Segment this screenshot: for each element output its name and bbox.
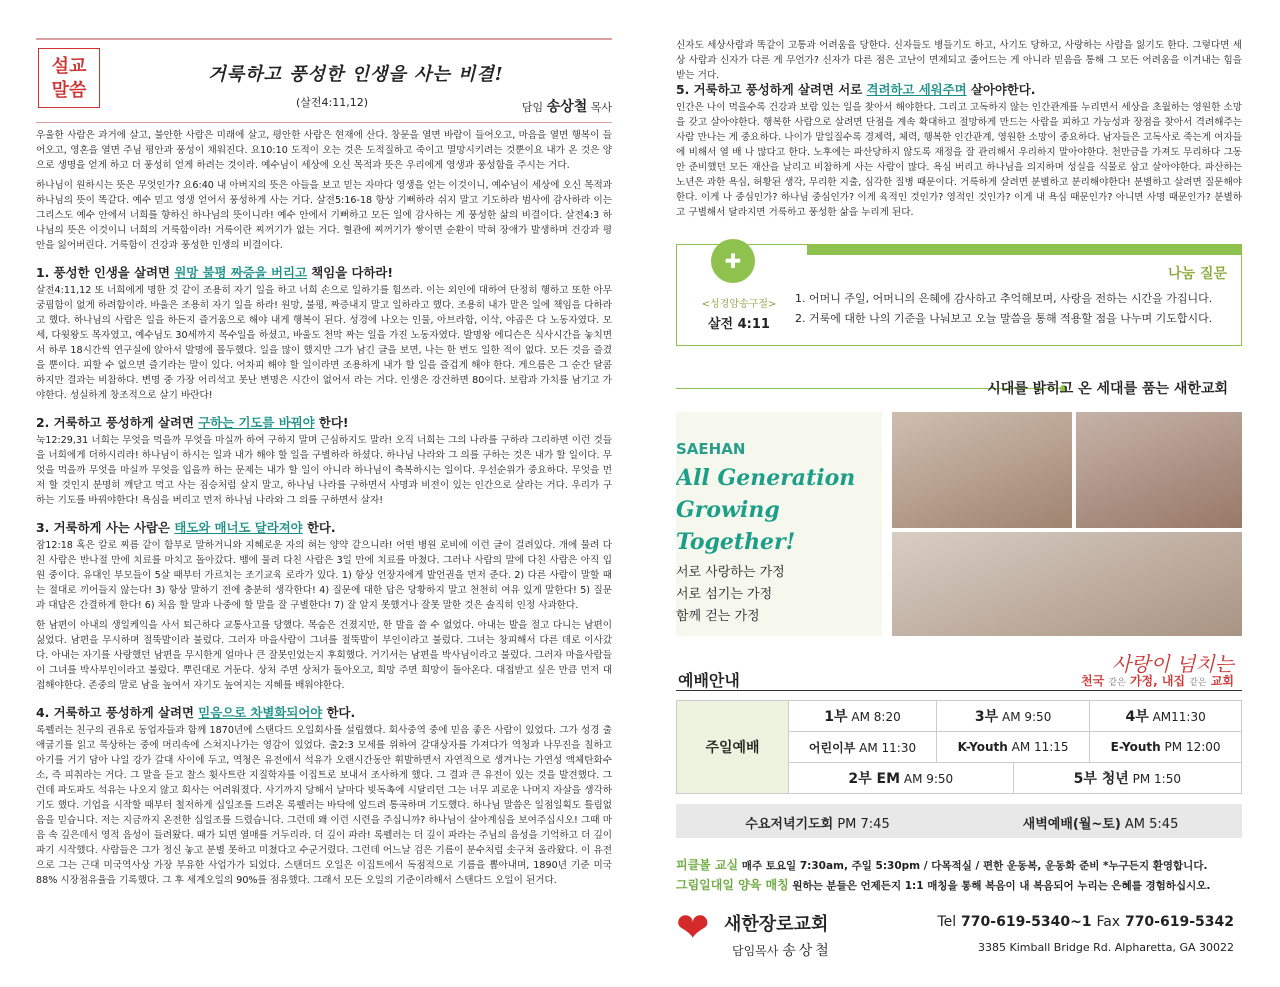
sharing-title: 나눔 질문 [1168, 266, 1227, 282]
value-3: 함께 걷는 가정 [676, 609, 760, 624]
memory-verse: 살전 4:11 [708, 317, 770, 332]
service-4: 4부 AM11:30 [1090, 701, 1242, 732]
notices [676, 856, 1242, 896]
question-2: 2. 거룩에 대한 나의 기준을 나눠보고 오늘 말씀을 통해 적용할 점을 나누며 기도합시다. [795, 312, 1213, 325]
right-intro: 신자도 세상사람과 똑같이 고통과 어려움을 당한다. 신자들도 병들기도 하고, 사기도 당하고, 사랑하는 사람을 잃기도 한다. 그렇다면 세상 사람과 신자가 다른 게 무언가? 신자가 다른 점은 고난이 면제되고 줄어드는 게 아니라 믿음을 통해 그 모든 어려움을 이겨내는 힘을 받는 거다. [676, 40, 1242, 81]
sermon-column [36, 0, 612, 987]
badge-line1: 설교 [51, 56, 87, 77]
service-kyouth: K-Youth AM 11:15 [937, 732, 1090, 763]
sermon-header [36, 38, 612, 116]
service-3: 3부 AM 9:50 [937, 701, 1090, 732]
heart-logo-icon: ❤ [676, 905, 710, 951]
value-1: 서로 사랑하는 가정 [676, 565, 785, 580]
section-3-text: 잠12:18 혹은 칼로 찌름 같이 함부로 말하거니와 지혜로운 자의 혀는 양약 같으니라! 어떤 병원 로비에 이런 글이 걸려있다. 개에 물려 다친 사람은 반나절 만에 치료를 마치고 돌아갔다. 뱀에 물려 다친 사람은 3일 만에 치료를 마쳤다. 그러나 사람의 말에 다친 사람은 아직 입원 중이다. 유대인 부모들이 5살 때부터 가르치는 조기교육 로라가 있다. 1) 항상 언장자에게 발언권을 먼저 준다. 2) 다른 사람이 말할 때는 절대로 끼어들지 않는다! 3) 항상 말하기 전에 충분히 생각한다! 4) 질문에 대한 답은 당황하지 말고 천천히 여유 있게 말한다! 5) 질문과 대답은 간결하게 한다! 6) 처음 할 말과 나중에 할 말을 잘 구별한다! 7) 잘 알지 못했거나 잘못 말한 것은 솔직히 인정 사과한다. [36, 540, 612, 611]
generation-box [676, 412, 882, 636]
badge-line2: 말씀 [51, 80, 87, 101]
saehan-label: SAEHAN [676, 440, 746, 458]
church-name: 새한장로교회 [724, 914, 829, 935]
love-script: 사랑이 넘치는 [1111, 652, 1234, 676]
family-values [676, 562, 785, 628]
service-eyouth: E-Youth PM 12:00 [1090, 732, 1242, 763]
sermon-title: 거룩하고 풍성한 인생을 사는 비결! [208, 64, 504, 85]
church-address: 3385 Kimball Bridge Rd. Alpharetta, GA 30022 [977, 941, 1234, 954]
section-1-heading: 1. 풍성한 인생을 살려면 원망 불평 짜증을 버리고 책임을 다하라! [36, 265, 394, 280]
worship-title: 예배안내 [678, 671, 740, 690]
service-kids: 어린이부 AM 11:30 [789, 732, 937, 763]
intro-paragraph-1: 우울한 사람은 과거에 살고, 불안한 사람은 미래에 살고, 평안한 사람은 현재에 산다. 창문을 열면 바람이 들어오고, 마음을 열면 행복이 들어오고, 영혼을 열면 주님 평안과 풍성이 채워진다. 요10:10 도적이 오는 것은 도적질하고 죽이고 멸망시키려는 것뿐이요 내가 온 것은 양으로 생명을 얻게 하고 더 풍성히 얻게 하려는 것이라. 예수님이 세상에 오신 목적과 뜻은 우리에게 영생과 풍성함을 주시는 거다. [36, 130, 612, 171]
sunday-label: 주일예배 [677, 701, 789, 794]
intro-paragraph-2: 하나님이 원하시는 뜻은 무엇인가? 요6:40 내 아버지의 뜻은 아들을 보고 믿는 자마다 영생을 얻는 이것이니, 예수님이 세상에 오신 목적과 하나님의 뜻이 똑같다. 예수 믿고 영생 얻어서 풍성하게 사는 거다. 살전5:16-18 항상 기뻐하라 쉬지 말고 기도하라 범사에 감사하라 이는 그리스도 예수 안에서 너희를 향하신 하나님의 뜻이니라! 예수 안에서 기뻐하고 모든 일에 감사하는 게 풍성한 삶의 비결이다. 살전4:3 하나님의 뜻은 이것이니 너희의 거룩함이라! 거룩이란 찌꺼기가 없는 거다. 혈관에 찌꺼기가 쌓이면 순환이 막혀 장애가 발생하며 건강과 평안을 잃어버린다. 거룩함이 건강과 풍성한 인생의 비결이다. [36, 180, 612, 251]
section-2-heading: 2. 거룩하고 풍성하게 살려면 구하는 기도를 바꿔야 한다! [36, 415, 349, 430]
church-slogan: 시대를 밝히고 온 세대를 품는 새한교회 [987, 381, 1228, 397]
info-column [676, 0, 1242, 987]
pastor-title: 목사 [590, 101, 612, 114]
church-logo [676, 906, 866, 966]
wednesday-service: 수요저녁기도회 PM 7:45 [745, 817, 890, 832]
sharing-questions [795, 289, 1212, 329]
dawn-service: 새벽예배(월~토) AM 5:45 [1022, 817, 1179, 832]
footer-pastor: 담임목사 송상철 [732, 943, 832, 959]
worship-table [676, 700, 1242, 794]
bible-icon: ✚ [711, 239, 755, 283]
notice-mentoring: 그림일대일 양육 매칭 원하는 분들은 언제든지 1:1 매칭을 통해 복음이 내 복음되어 누리는 은혜를 경험하십시오. [676, 878, 1211, 892]
service-2: 2부 EM AM 9:50 [789, 763, 1014, 794]
sermon-pastor [522, 96, 612, 116]
header-divider [36, 122, 612, 123]
verse-label: <성경암송구절> [701, 299, 777, 310]
notice-pickleball: 피클볼 교실 매주 토요일 7:30am, 주일 5:30pm / 다목적실 / 편한 운동복, 운동화 준비 *누구든지 환영합니다. [676, 858, 1208, 872]
weekday-services [676, 804, 1242, 838]
group-photo-3 [892, 532, 1242, 636]
service-5: 5부 청년 PM 1:50 [1013, 763, 1241, 794]
section-3-heading: 3. 거룩하게 사는 사람은 태도와 매너도 달라져야 한다. [36, 520, 336, 535]
worship-divider [676, 690, 1242, 691]
english-slogan: All Generation Growing Together! [676, 465, 856, 555]
love-tagline: 천국 같은 가정, 내집 같은 교회 [1080, 674, 1234, 688]
group-photo-1 [892, 412, 1072, 528]
section-1-text: 살전4:11,12 또 너희에게 명한 것 같이 조용히 자기 일을 하고 너희 손으로 일하기를 힘쓰라. 이는 외인에 대하여 단정히 행하고 또한 아무 궁핍함이 없게 하려함이라. 바울은 조용히 자기 일을 하라! 원망, 불평, 짜증내지 말고 일하라고 했다. 조용히 내가 맡은 일에 책임을 다하라고 했다. 하나님의 사람은 일을 하든지 즐거움으로 해야 내게 행복이 된다. 성경에 나오는 인물, 아브라함, 이삭, 야곱은 다 노동자였다. 모세, 다윗왕도 목자였고, 예수님도 30세까지 목수일을 하셨고, 바울도 천막 짜는 일을 가진 노동자였다. 발명왕 에디슨은 식사시간을 놓치면서 하루 18시간씩 연구실에 앉아서 발명에 몰두했다. 일을 많이 했지만 그가 남긴 글을 보면, 나는 한 번도 일한 적이 없다. 모든 것을 즐겼을 뿐이다. 피할 수 없으면 즐기라는 말이 있다. 어차피 해야 할 일이라면 조용하게 내가 할 일을 즐겁게 해야 한다. 게으름은 그 순간 달콤하지만 결과는 비참하다. 변명 중 가장 어리석고 못난 변명은 시간이 없어서 라는 거다. 인생은 강건하면 80이다. 보람과 가치를 남기고 가야한다. 성실하게 창조적으로 살기 바란다! [36, 285, 612, 401]
sermon-badge [38, 48, 100, 108]
sharing-bar [807, 245, 1242, 255]
section-5-heading: 5. 거룩하고 풍성하게 살려면 서로 격려하고 세워주며 살아야한다. [676, 82, 1036, 97]
group-photo-2 [1076, 412, 1242, 528]
sermon-reference: (살전4:11,12) [296, 96, 369, 109]
section-2-text: 눅12:29,31 너희는 무엇을 먹을까 무엇을 마실까 하여 구하지 말며 근심하지도 말라! 오직 너희는 그의 나라를 구하라 그리하면 이런 것들을 너희에게 더하시리라! 하나님이 하시는 일과 내가 해야 할 일을 구별하라 하셨다. 하나님 나라와 그 의를 구하는 것은 내가 할 일이다. 무엇을 먹을까 무엇을 마실까 무엇을 입을까 하는 문제는 내가 할 일이 아니라 하나님이 축복하시는 일이다. 우선순위가 중요하다. 무엇을 먼저 할 것인지 분명히 깨닫고 먹고 사는 짐승처럼 살지 말고, 하나님 나라를 구하면서 사명과 비전이 있는 인간으로 살라는 거다. 우리가 구하는 기도를 바꿔야한다! 욕심을 버리고 먼저 하나님 나라와 그 의를 구하면서 살자! [36, 435, 612, 506]
question-1: 1. 어머니 주일, 어머니의 은혜에 감사하고 추억해보며, 사랑을 전하는 시간을 가집니다. [795, 292, 1213, 305]
service-1: 1부 AM 8:20 [789, 701, 937, 732]
section-5-text: 인간은 나이 먹을수록 건강과 보람 있는 일을 찾아서 해야한다. 그리고 고독하지 않는 인간관계를 누리면서 세상을 초월하는 영원한 소망을 갖고 살아야한다. 행복한 사람으로 살려면 단점을 계속 확대하고 절망하게 만드는 사람을 피하고 가능성과 장점을 찾아서 격려해주는 사람 만나는 게 중요하다. 나이가 맡일질수록 경제력, 체력, 행복한 인간관계, 영원한 소망이 중요하다. 남자들은 고독사로 죽는게 여자들에 비해서 열 배 나 많다고 한다. 노후에는 파산당하지 않도록 재정을 잘 관리해서 우리하지 말아야한다. 천만금을 가져도 무리하다 그동안 준비했던 모든 재산을 날리고 비참하게 사는 사람이 많다. 욕심 버리고 하나님을 의지하며 성실을 식물로 삼고 살아야한다. 파산하는 노년은 과한 욕심, 허황된 생각, 무리한 지출, 심각한 질병 때문이다. 거룩하게 살려면 분별하고 분리해야한다! 분별하고 살려면 질문해야한다. 이게 나 중심인가? 하나님 중심인가? 이게 육적인 것인가? 영적인 것인가? 이게 내 욕심 때문인가? 아니면 사명 때문인가? 분별하고 구별해서 달라지면 거룩하고 풍성한 삶을 누리게 된다. [676, 102, 1242, 218]
pastor-role: 담임 [521, 101, 544, 114]
sermon-body [36, 128, 612, 893]
pastor-name: 송상철 [546, 99, 588, 115]
section-4-heading: 4. 거룩하고 풍성하게 살려면 믿음으로 차별화되어야 한다. [36, 705, 356, 720]
section-4-text: 록펠러는 친구의 권유로 동업자들과 함께 1870년에 스탠다드 오일회사를 설립했다. 회사중역 중에 믿음 좋은 사람이 있었다. 그가 성경 출애굽기를 읽고 묵상하는 중에 머리속에 스쳐지나가는 영감이 있었다. 출2:3 모세를 위하여 갈대상자를 가져다가 역청과 나무진을 칠하고 아기를 거기 담아 나일 강가 갈대 사이에 두고, 역청은 유전에서 석유가 오랜시간동안 휘발하면서 자연적으로 생겨나는 가연성 액체탄화수소, 즉 피취라는 거다. 그 말을 듣고 찰스 휫사트란 지질학자를 이집트로 보내서 조사하게 했다. 그 결과 큰 유전이 있는 것을 발견했다. 그런데 파도파도 석유는 나오지 않고 회사는 어려워졌다. 사기까지 당해서 날마다 빚독촉에 시달리던 그는 너무 괴로운 나머지 자살을 생각하기도 했다. 기업을 시작할 때부터 철저하게 십일조를 드려온 록펠러는 바닥에 엎드려 통곡하며 기도했다. 하나님 말씀은 일점일획도 틀림없음을 믿습니다. 저는 지금까지 온전한 십일조를 드렸습니다. 그런데 왜 이런 시련을 주십니까? 하나님이 살아계심을 보여주십시오! 그때 마음 속 깊은데서 영적 음성이 들려왔다. 때가 되면 열매를 거두리라. 더 깊이 파라! 록펠러는 더 깊이 파라는 주님의 음성을 기억하고 더 깊이 파기 시작했다. 사람들은 그가 정신 놓고 분별 못하고 미쳤다고 수군거렸다. 그런데 어느날 검은 기름이 분수처럼 솟구쳐 올라왔다. 이 유전으로 그는 근대 미국역사상 가장 부유한 사업가가 되었다. 스탠더드 오일은 이집트에서 독점적으로 기름을 뽑아내며, 1890년 기준 미국88% 시장점유율을 기록했다. 그 후 세계오일의 90%를 점유했다. 그래서 모든 오일의 기준이라해서 스탠다드 오일이 된거다. [36, 725, 612, 886]
contact-phone: Tel 770-619-5340~1 Fax 770-619-5342 [937, 914, 1234, 930]
value-2: 서로 섬기는 가정 [676, 587, 773, 602]
sharing-box [676, 244, 1242, 346]
section-3-text-2: 한 남편이 아내의 생일케익을 사서 퇴근하다 교통사고를 당했다. 목숨은 건졌지만, 한 발을 쓸 수 없었다. 아내는 발을 절고 다니는 남편이 싫었다. 남편을 무시하며 절뚝발이라 불렀다. 그러자 마을사람이 그녀를 절뚝발이 부인이라고 불렀다. 그녀는 창피해서 다른 데로 이사갔다. 아내는 자기를 사랑했던 남편을 무시한게 얼마나 큰 잘못인었는지 후회했다. 거기서는 남편을 박사님이라고 불렀다. 그러자 마을사람들이 그녀를 박사부인이라고 불렀다. 뿌린대로 거둔다. 상처 주면 상처가 돌아오고, 희망 주면 희망이 돌아온다. 대접받고 싶은 만큼 먼저 대접해야한다. 존중의 말로 남을 높여서 자기도 높여지는 지혜를 배워야한다. [36, 620, 612, 691]
